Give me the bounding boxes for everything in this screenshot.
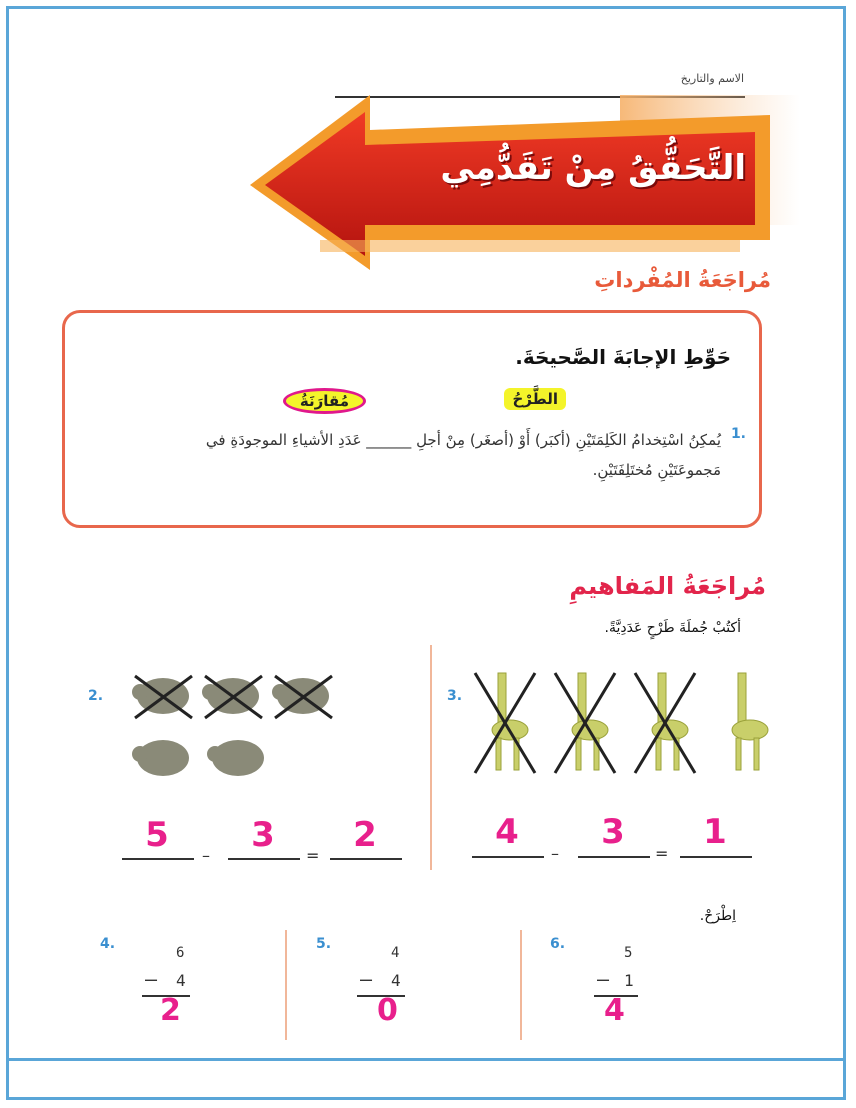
rhino-group	[130, 668, 340, 788]
q3-subtrahend[interactable]: 3	[601, 812, 625, 852]
rhino-icon	[132, 740, 189, 776]
q2-minuend-line	[122, 858, 194, 860]
side-copyright-strip	[815, 830, 827, 1010]
rhino-icon	[202, 676, 262, 718]
q3-minus: –	[551, 844, 559, 863]
rhino-icon	[132, 676, 192, 718]
top-number: 4	[391, 945, 400, 961]
q3-difference-line	[680, 856, 752, 858]
bottom-number: 4	[176, 971, 186, 990]
giraffe-group	[470, 668, 780, 778]
vocab-box	[62, 310, 762, 528]
minus-sign: –	[360, 967, 373, 991]
rhino-icon	[272, 676, 332, 718]
bottom-band	[6, 1058, 846, 1061]
page-title: التَّحَقُّقُ مِنْ تَقَدُّمِي	[440, 148, 746, 188]
vocab-instruction: حَوِّطِ الإجابَةَ الصَّحيحَةَ.	[515, 345, 731, 369]
question-number-1: 1.	[730, 426, 746, 442]
q3-minuend-line	[472, 856, 544, 858]
q2-minus: –	[202, 846, 210, 865]
q3-subtrahend-line	[578, 856, 650, 858]
giraffe-icon	[475, 673, 535, 773]
question-number-3: 3.	[447, 688, 463, 704]
answer[interactable]: 0	[377, 993, 398, 1028]
top-number: 6	[176, 945, 185, 961]
q3-minuend[interactable]: 4	[495, 812, 519, 852]
bottom-divider-2	[520, 930, 522, 1040]
q3-difference[interactable]: 1	[703, 812, 727, 852]
q2-minuend[interactable]: 5	[145, 815, 169, 855]
question-number-4: 4.	[100, 936, 116, 952]
bottom-number: 4	[391, 971, 401, 990]
word-subtract[interactable]: الطَّرْحُ	[504, 388, 566, 410]
question-number-5: 5.	[316, 936, 332, 952]
vocab-section-title: مُراجَعَةُ المُفْرداتِ	[594, 268, 771, 292]
minus-sign: –	[145, 967, 158, 991]
question-number-6: 6.	[550, 936, 566, 952]
bottom-number: 1	[624, 971, 634, 990]
q2-difference-line	[330, 858, 402, 860]
rhino-icon	[207, 740, 264, 776]
answer[interactable]: 4	[604, 993, 625, 1028]
q2-subtrahend-line	[228, 858, 300, 860]
answer[interactable]: 2	[160, 993, 181, 1028]
minus-sign: –	[597, 967, 610, 991]
vertical-divider	[430, 645, 432, 870]
question-number-2: 2.	[88, 688, 104, 704]
giraffe-icon	[635, 673, 695, 773]
question-1-text: يُمكِنُ اسْتِخدامُ الكَلِمَتَيْنِ (أكبَر) أَوْ (أصغَر) مِنْ أجلِ ______ عَدَدِ الأشياءِ الموجودَةِ في مَجموعَتَيْنِ مُختَلِفَتَيْنِ.	[205, 431, 721, 479]
subtract-label: اِطْرَحْ.	[699, 908, 736, 924]
q2-difference[interactable]: 2	[353, 815, 377, 855]
giraffe-icon	[555, 673, 615, 773]
bottom-divider-1	[285, 930, 287, 1040]
name-date-label: الاسم والتاريخ	[680, 72, 744, 85]
giraffe-icon	[732, 673, 768, 770]
top-number: 5	[624, 945, 633, 961]
q3-equals: =	[655, 844, 669, 863]
q2-subtrahend[interactable]: 3	[251, 815, 275, 855]
q2-equals: =	[306, 846, 320, 865]
word-compare-circled[interactable]: مُقارَنَةُ	[283, 388, 366, 414]
concepts-section-title: مُراجَعَةُ المَفاهيمِ	[569, 572, 766, 600]
concepts-instruction: أكتُبْ جُملَةَ طَرْحٍ عَدَدِيَّةً.	[604, 620, 741, 636]
